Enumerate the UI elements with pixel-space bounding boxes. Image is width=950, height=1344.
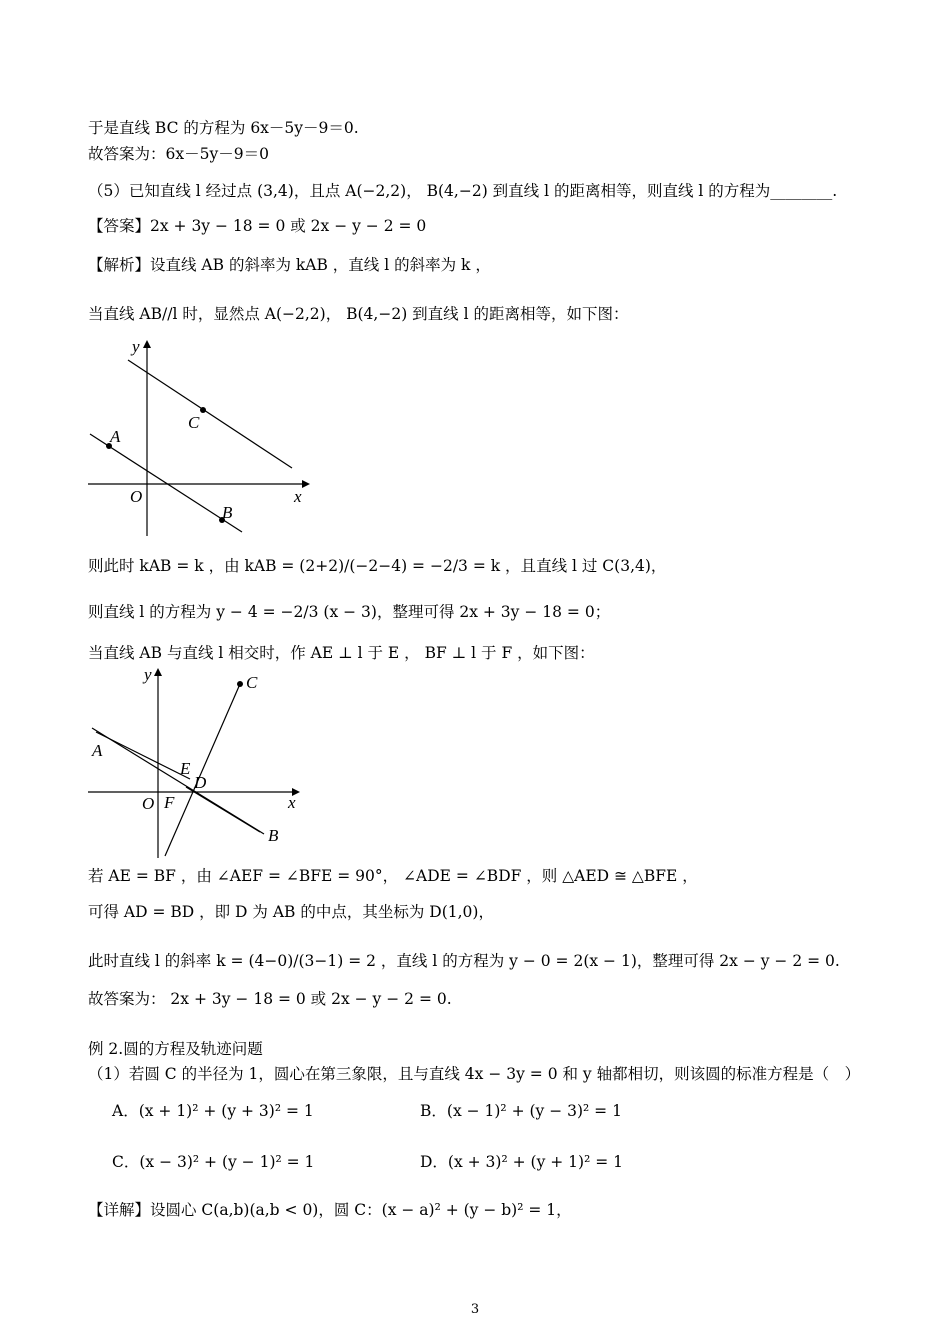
text-line-8: 则直线 l 的方程为 y − 4 = −2/3 (x − 3)，整理可得 2x + 3y − 18 = 0； — [88, 603, 611, 621]
segment-bf — [186, 787, 260, 832]
y-axis-arrow — [154, 668, 162, 676]
analysis-line: 【解析】设直线 AB 的斜率为 kAB ，直线 l 的斜率为 k ， — [88, 256, 491, 274]
label-x: x — [288, 793, 296, 812]
text-line-10: 若 AE = BF ，由 ∠AEF = ∠BFE = 90°， ∠ADE = ∠BDF ，则 △AED ≅ △BFE ， — [88, 867, 698, 885]
line-l — [128, 360, 292, 468]
segment-ae — [96, 732, 190, 779]
line-l — [165, 684, 240, 856]
label-o: O — [142, 794, 155, 813]
text-line-6: 当直线 AB//l 时，显然点 A(−2,2)， B(4,−2) 到直线 l 的距离相等，如下图： — [88, 305, 629, 323]
text-line-12: 此时直线 l 的斜率 k = (4−0)/(3−1) = 2 ，直线 l 的方程为 y − 0 = 2(x − 1)，整理可得 2x − y − 2 = 0. — [88, 952, 840, 970]
text-line-13: 故答案为： 2x + 3y − 18 = 0 或 2x − y − 2 = 0. — [88, 990, 452, 1008]
label-c: C — [246, 673, 258, 692]
figure-parallel-case — [86, 336, 316, 538]
label-y: y — [132, 337, 140, 356]
line-ab — [90, 434, 242, 532]
label-b: B — [268, 826, 279, 845]
point-c — [200, 407, 206, 413]
label-o: O — [130, 487, 143, 506]
y-axis-arrow — [143, 340, 151, 348]
example-heading: 例 2.圆的方程及轨迹问题 — [88, 1040, 263, 1058]
label-a: A — [110, 427, 121, 446]
page-number: 3 — [470, 1302, 480, 1317]
point-c — [237, 681, 243, 687]
label-f: F — [164, 793, 175, 812]
text-line-11: 可得 AD = BD ，即 D 为 AB 的中点，其坐标为 D(1,0)， — [88, 903, 494, 921]
option-b: B．(x − 1)² + (y − 3)² = 1 — [420, 1102, 622, 1120]
label-x: x — [294, 487, 302, 506]
label-y: y — [144, 665, 152, 684]
x-axis-arrow — [302, 480, 310, 488]
text-line-1: 于是直线 BC 的方程为 6x－5y－9＝0. — [88, 119, 359, 137]
text-line-9: 当直线 AB 与直线 l 相交时，作 AE ⊥ l 于 E ， BF ⊥ l 于 F ，如下图： — [88, 644, 595, 662]
detail-line: 【详解】设圆心 C(a,b)(a,b < 0)，圆 C：(x − a)² + (y − b)² = 1， — [88, 1201, 572, 1219]
label-e: E — [180, 759, 191, 778]
figure-intersect-case — [86, 662, 316, 862]
label-b: B — [222, 503, 233, 522]
text-line-2: 故答案为：6x－5y－9＝0 — [88, 145, 269, 163]
label-c: C — [188, 413, 200, 432]
label-a: A — [92, 741, 103, 760]
answer-line: 【答案】2x + 3y − 18 = 0 或 2x − y − 2 = 0 — [88, 217, 427, 235]
question-line: （1）若圆 C 的半径为 1，圆心在第三象限，且与直线 4x − 3y = 0 和 y 轴都相切，则该圆的标准方程是（ ） — [88, 1065, 861, 1083]
option-a: A．(x + 1)² + (y + 3)² = 1 — [112, 1102, 314, 1120]
label-d: D — [194, 773, 207, 792]
option-c: C．(x − 3)² + (y − 1)² = 1 — [112, 1153, 315, 1171]
text-line-3: （5）已知直线 l 经过点 (3,4)，且点 A(−2,2)， B(4,−2) 到直线 l 的距离相等，则直线 l 的方程为________. — [88, 182, 838, 200]
option-d: D．(x + 3)² + (y + 1)² = 1 — [420, 1153, 623, 1171]
text-line-7: 则此时 kAB = k ，由 kAB = (2+2)/(−2−4) = −2/3 = k ，且直线 l 过 C(3,4)， — [88, 557, 667, 575]
